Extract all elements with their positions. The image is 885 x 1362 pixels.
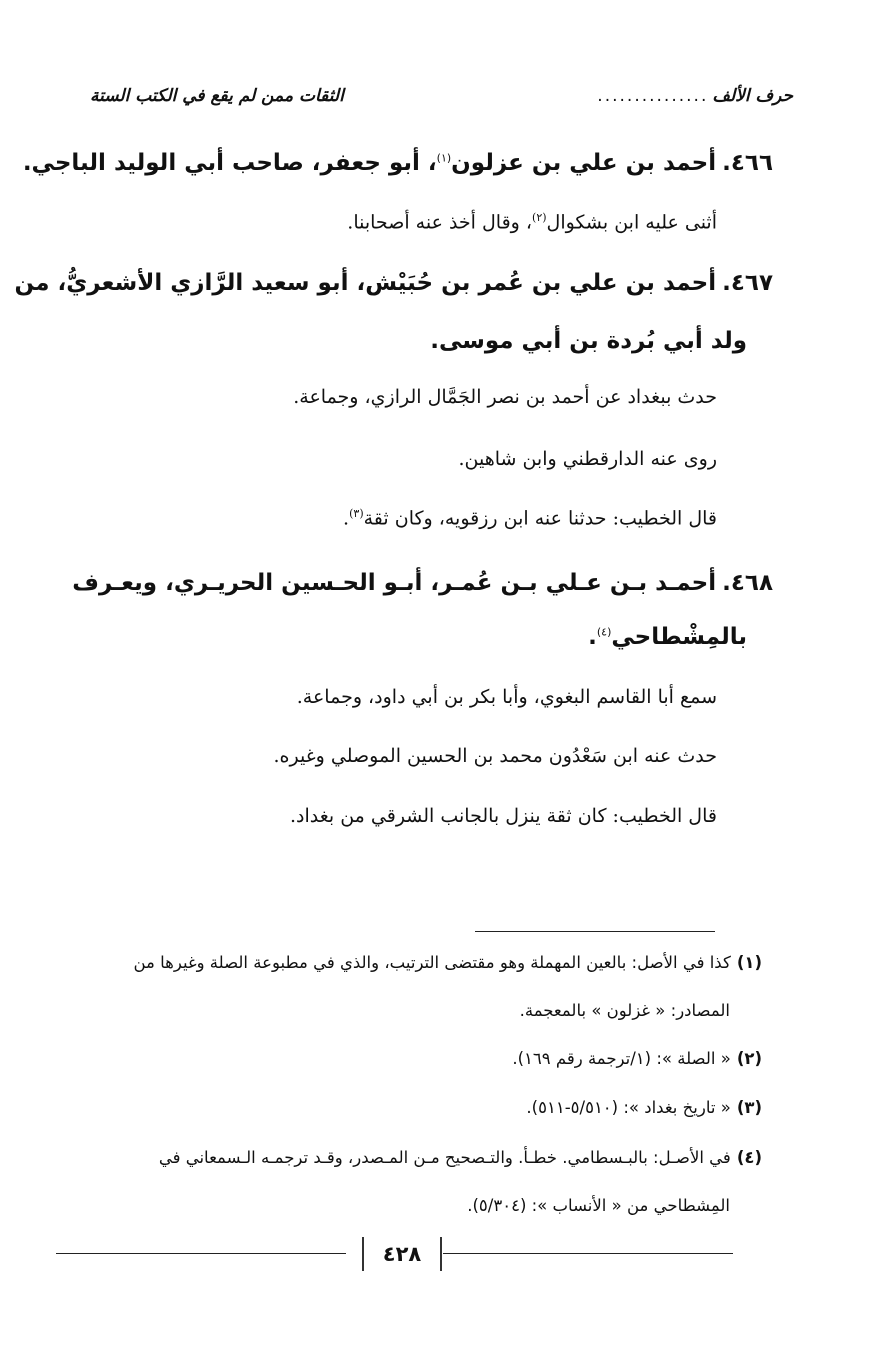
paragraph-text: ، وقال أخذ عنه أصحابنا. (347, 211, 533, 234)
entry-468-paragraph-3: قال الخطيب: كان ثقة ينزل بالجانب الشرقي من بغداد. (289, 805, 717, 827)
footnote-2 (46, 1049, 762, 1068)
entry-467-paragraph-1: حدث ببغداد عن أحمد بن نصر الجَمَّال الرازي، وجماعة. (293, 386, 717, 408)
footnote-ref: (٣) (349, 507, 364, 520)
footnote-ref: (٤) (596, 625, 612, 639)
entry-number: ٤٦٧. (722, 270, 773, 296)
entry-468-heading-line2 (64, 624, 747, 652)
paragraph-text: قال الخطيب: حدثنا عنه ابن رزقويه، وكان ثقة (363, 507, 717, 530)
entry-467-heading-line1 (14, 270, 773, 298)
header-book-title: الثقات ممن لم يقع في الكتب الستة (90, 86, 344, 106)
entry-468-paragraph-1: سمع أبا القاسم البغوي، وأبا بكر بن أبي داود، وجماعة. (296, 686, 717, 708)
paragraph-text: أثنى عليه ابن بشكوال (546, 211, 717, 234)
entry-467-paragraph-3 (60, 507, 717, 529)
page-number-rule-left (56, 1253, 346, 1254)
footnote-4-line2: المِشطاحي من « الأنساب »: (٥/٣٠٤). (467, 1196, 730, 1215)
entry-number: ٤٦٦. (722, 150, 773, 176)
paragraph-text: . (343, 507, 350, 530)
footnote-1-line1 (46, 953, 762, 972)
footnote-number: (١) (736, 953, 762, 972)
entry-name-continued: بالمِشْطاحي (611, 624, 747, 650)
entry-name-continued: ولد أبي بُردة بن أبي موسى. (430, 328, 747, 354)
footnote-ref: (١) (436, 151, 452, 165)
footnote-text: في الأصـل: بالبـسطامي. خطـأ. والتـصحيح مـن المـصدر، وقـد ترجمـه الـسمعاني في (158, 1148, 731, 1167)
entry-end: . (588, 624, 597, 650)
entry-name: أحمد بن علي بن عُمر بن حُبَيْش، أبو سعيد الرَّازي الأشعريُّ، من (14, 270, 717, 296)
entry-description: ، أبو جعفر، صاحب أبي الوليد الباجي. (22, 150, 437, 176)
page-number-rule-right (443, 1253, 733, 1254)
running-header (90, 86, 793, 122)
footnote-ref: (٢) (532, 211, 547, 224)
header-section-title: حرف الألف (712, 86, 793, 106)
entry-468-heading-line1 (64, 570, 773, 598)
entry-number: ٤٦٨. (722, 570, 773, 596)
entry-467-heading-line2 (64, 328, 747, 356)
entry-466-heading (22, 150, 773, 178)
entry-name: أحمد بن علي بن عزلون (451, 150, 717, 176)
footnote-text: « تاريخ بغداد »: (٥/٥١٠-٥١١). (526, 1098, 731, 1117)
entry-466-paragraph (60, 211, 717, 233)
entry-468-paragraph-2: حدث عنه ابن سَعْدُون محمد بن الحسين الموصلي وغيره. (273, 745, 717, 767)
footnote-text: « الصلة »: (١/ترجمة رقم ١٦٩). (512, 1049, 731, 1068)
header-leader-dots: ............... (597, 86, 709, 106)
footnote-number: (٤) (736, 1148, 762, 1167)
entry-name: أحمـد بـن عـلي بـن عُمـر، أبـو الحـسين الحريـري، ويعـرف (72, 570, 717, 596)
footnote-number: (٢) (736, 1049, 762, 1068)
footnote-text: كذا في الأصل: بالعين المهملة وهو مقتضى الترتيب، والذي في مطبوعة الصلة وغيرها من (133, 953, 731, 972)
page-number: ٤٢٨ (362, 1237, 442, 1271)
footnote-number: (٣) (736, 1098, 762, 1117)
footnote-separator (475, 931, 715, 932)
footnote-4-line1 (46, 1148, 762, 1167)
footnote-3 (46, 1098, 762, 1117)
entry-467-paragraph-2: روى عنه الدارقطني وابن شاهين. (458, 448, 717, 470)
footnote-1-line2: المصادر: « غزلون » بالمعجمة. (519, 1001, 730, 1020)
